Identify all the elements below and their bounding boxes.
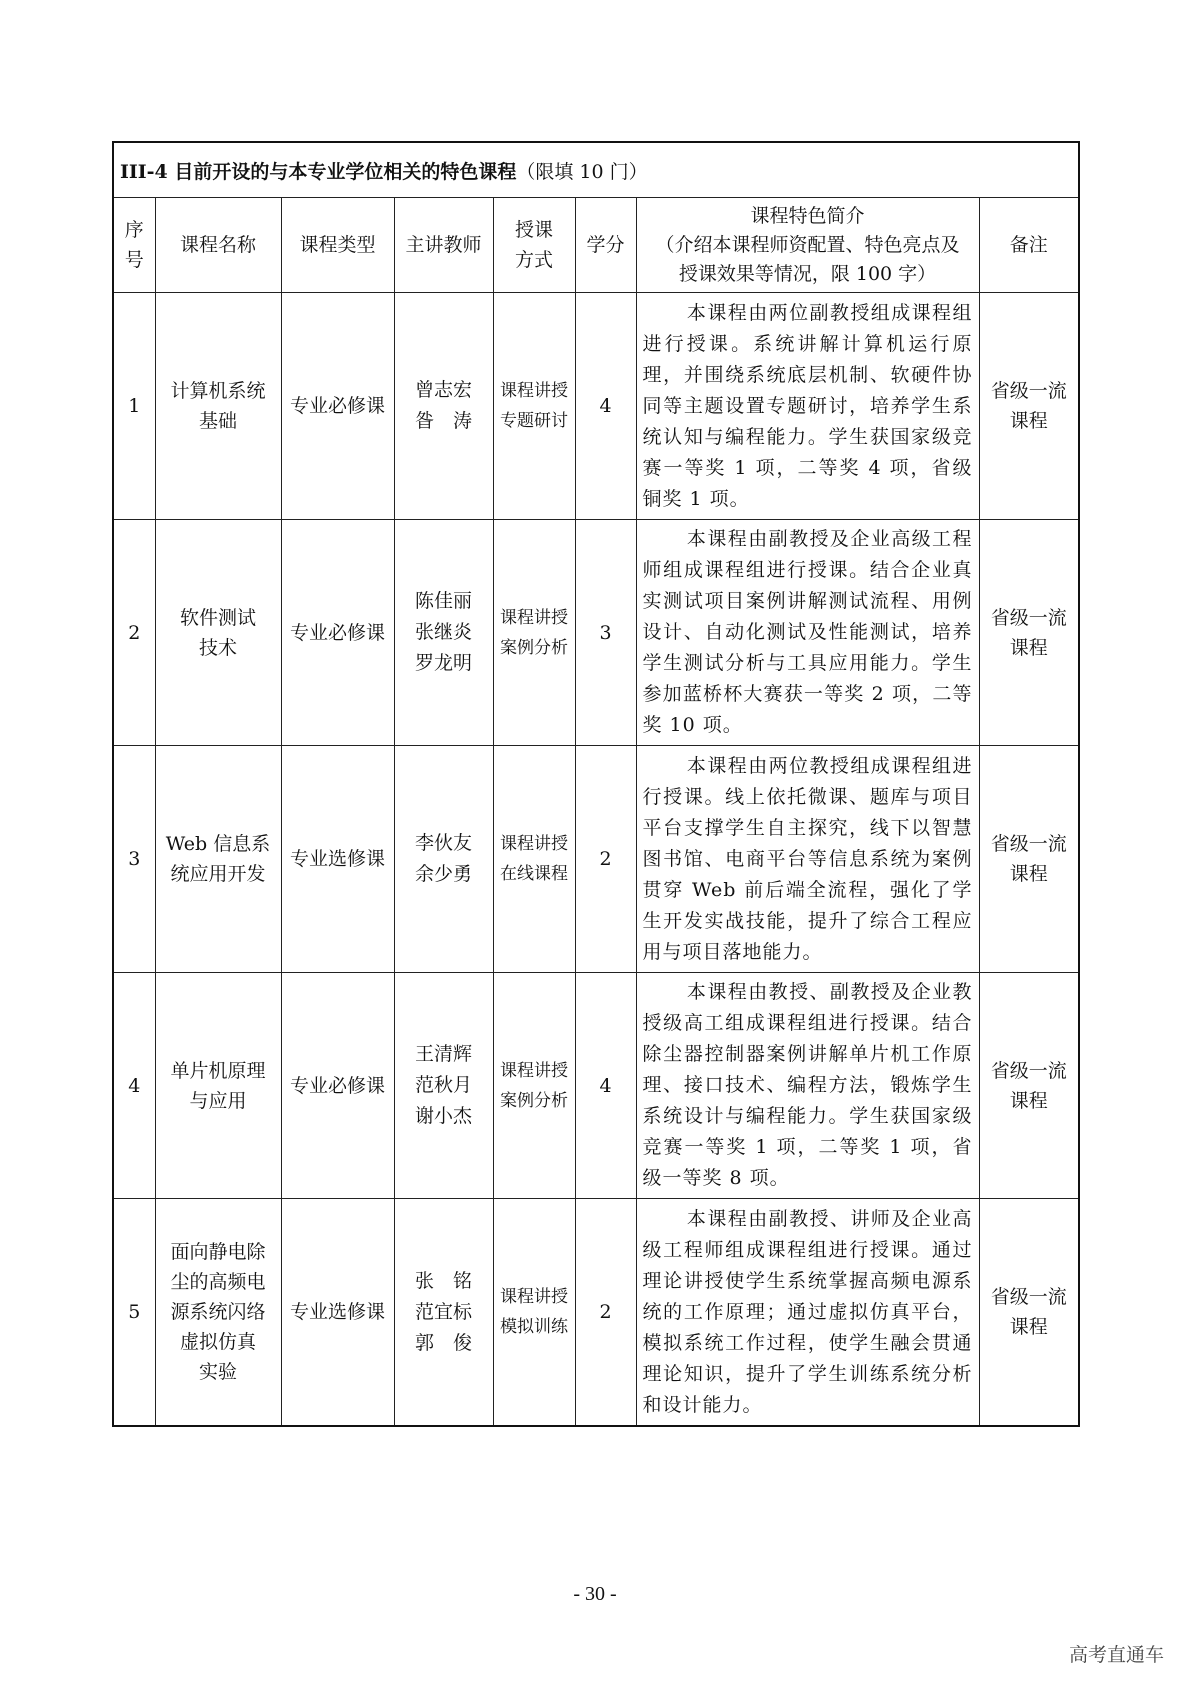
- row-no: 5: [113, 1199, 155, 1427]
- row-teachers: 曾志宏 昝 涛: [394, 293, 493, 520]
- row-remark: 省级一流 课程: [979, 520, 1079, 746]
- row-course-intro: [636, 520, 979, 746]
- table-row: [113, 973, 1079, 1199]
- row-course-intro-text: 本课程由副教授及企业高级工程师组成课程组进行授课。结合企业真实测试项目案例讲解测试流程、用例设计、自动化测试及性能测试，培养学生测试分析与工具应用能力。学生参加蓝桥杯大赛获一等奖 2 项，二等奖 10 项。: [642, 528, 973, 736]
- row-course-name: 软件测试 技术: [155, 520, 281, 746]
- row-no: 1: [113, 293, 155, 520]
- header-credit: 学分: [575, 198, 636, 293]
- header-no: 序 号: [113, 198, 155, 293]
- row-credit: 4: [575, 973, 636, 1199]
- row-course-type: 专业选修课: [281, 1199, 394, 1427]
- row-credit: 2: [575, 746, 636, 973]
- header-teacher: 主讲教师: [394, 198, 493, 293]
- row-remark: 省级一流 课程: [979, 293, 1079, 520]
- row-no: 2: [113, 520, 155, 746]
- row-course-type: 专业必修课: [281, 973, 394, 1199]
- row-teachers: 张 铭 范宜标 郭 俊: [394, 1199, 493, 1427]
- row-credit: 3: [575, 520, 636, 746]
- section-title: [113, 142, 1079, 198]
- row-teaching-mode: 课程讲授 案例分析: [493, 520, 575, 746]
- row-course-intro-text: 本课程由教授、副教授及企业教授级高工组成课程组进行授课。结合除尘器控制器案例讲解单片机工作原理、接口技术、编程方法，锻炼学生系统设计与编程能力。学生获国家级竞赛一等奖 1 项，二等奖 1 项，省级一等奖 8 项。: [642, 981, 973, 1189]
- course-table-container: [112, 141, 1078, 1427]
- row-credit: 4: [575, 293, 636, 520]
- section-title-main: III-4 目前开设的与本专业学位相关的特色课程: [120, 160, 517, 183]
- row-course-intro: [636, 973, 979, 1199]
- table-row: [113, 746, 1079, 973]
- table-row: [113, 520, 1079, 746]
- row-teaching-mode: 课程讲授 案例分析: [493, 973, 575, 1199]
- row-teaching-mode: 课程讲授 专题研讨: [493, 293, 575, 520]
- header-course-type: 课程类型: [281, 198, 394, 293]
- row-teachers: 陈佳丽 张继炎 罗龙明: [394, 520, 493, 746]
- row-teachers: 李伙友 余少勇: [394, 746, 493, 973]
- row-course-type: 专业必修课: [281, 293, 394, 520]
- header-course-name: 课程名称: [155, 198, 281, 293]
- header-remark: 备注: [979, 198, 1079, 293]
- row-course-type: 专业选修课: [281, 746, 394, 973]
- header-teaching-mode: 授课 方式: [493, 198, 575, 293]
- row-course-name: 面向静电除 尘的高频电 源系统闪络 虚拟仿真 实验: [155, 1199, 281, 1427]
- row-course-name: 计算机系统 基础: [155, 293, 281, 520]
- row-teaching-mode: 课程讲授 在线课程: [493, 746, 575, 973]
- row-no: 4: [113, 973, 155, 1199]
- row-no: 3: [113, 746, 155, 973]
- row-course-intro-text: 本课程由副教授、讲师及企业高级工程师组成课程组进行授课。通过理论讲授使学生系统掌握高频电源系统的工作原理；通过虚拟仿真平台，模拟系统工作过程，使学生融会贯通理论知识，提升了学生训练系统分析和设计能力。: [642, 1207, 973, 1416]
- row-course-intro-text: 本课程由两位副教授组成课程组进行授课。系统讲解计算机运行原理，并围绕系统底层机制、软硬件协同等主题设置专题研讨，培养学生系统认知与编程能力。学生获国家级竞赛一等奖 1 项，二等奖 4 项，省级铜奖 1 项。: [642, 301, 973, 510]
- watermark-text: 高考直通车: [1068, 1644, 1164, 1666]
- table-row: [113, 293, 1079, 520]
- row-remark: 省级一流 课程: [979, 973, 1079, 1199]
- row-teachers: 王清辉 范秋月 谢小杰: [394, 973, 493, 1199]
- table-header-row: [113, 198, 1079, 293]
- header-course-intro: 课程特色简介 （介绍本课程师资配置、特色亮点及 授课效果等情况，限 100 字）: [636, 198, 979, 293]
- page-number: - 30 -: [573, 1583, 617, 1605]
- table-row: [113, 1199, 1079, 1427]
- row-course-name: 单片机原理 与应用: [155, 973, 281, 1199]
- row-course-intro: [636, 1199, 979, 1427]
- row-course-name: Web 信息系 统应用开发: [155, 746, 281, 973]
- row-remark: 省级一流 课程: [979, 1199, 1079, 1427]
- featured-courses-table: [112, 141, 1080, 1427]
- row-credit: 2: [575, 1199, 636, 1427]
- section-title-note: （限填 10 门）: [516, 160, 648, 183]
- row-course-intro-text: 本课程由两位教授组成课程组进行授课。线上依托微课、题库与项目平台支撑学生自主探究，线下以智慧图书馆、电商平台等信息系统为案例贯穿 Web 前后端全流程，强化了学生开发实战技能，提升了综合工程应用与项目落地能力。: [642, 754, 973, 963]
- row-course-type: 专业必修课: [281, 520, 394, 746]
- row-remark: 省级一流 课程: [979, 746, 1079, 973]
- row-course-intro: [636, 746, 979, 973]
- row-course-intro: [636, 293, 979, 520]
- row-teaching-mode: 课程讲授 模拟训练: [493, 1199, 575, 1427]
